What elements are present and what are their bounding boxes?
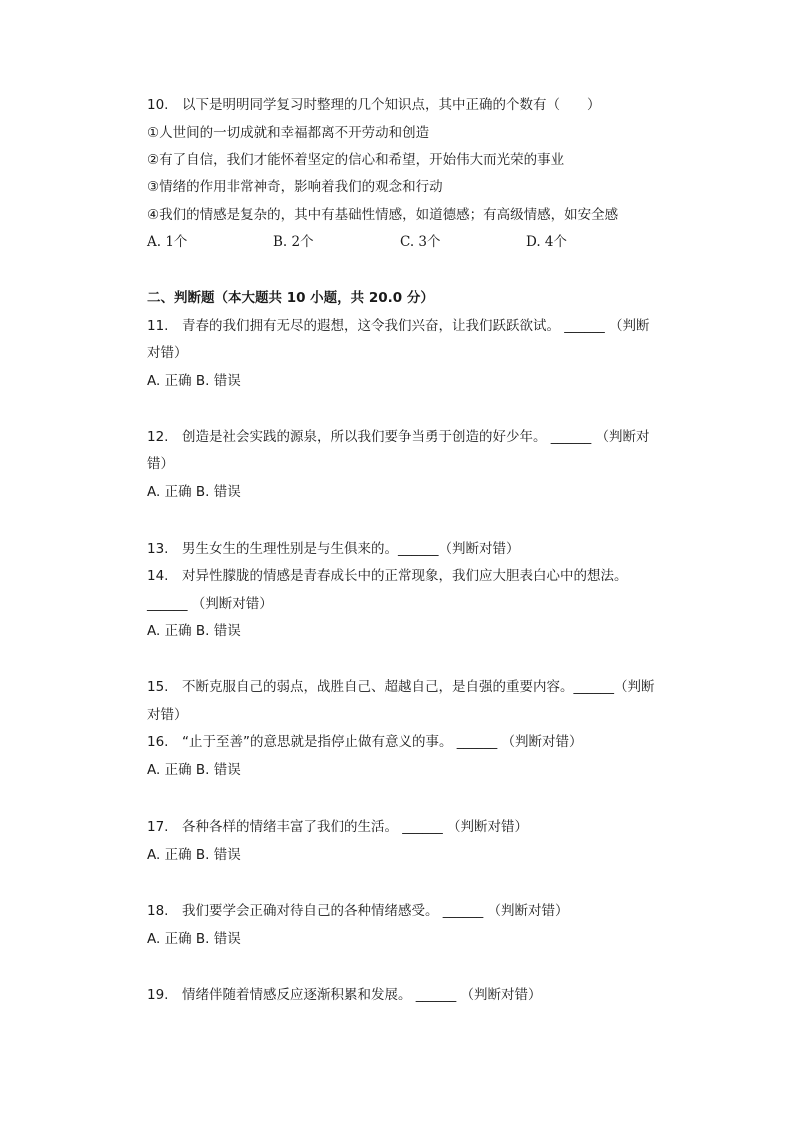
q16-line1: 16. “止于至善”的意思就是指停止做有意义的事。 ______ （判断对错） <box>147 734 583 750</box>
q18-line1: 18. 我们要学会正确对待自己的各种情绪感受。 ______ （判断对错） <box>147 903 569 919</box>
q10-item-3: ③情绪的作用非常神奇，影响着我们的观念和行动 <box>147 179 443 195</box>
q11-line1: 11. 青春的我们拥有无尽的遐想，这令我们兴奋，让我们跃跃欲试。 ______ （判断 <box>147 318 650 334</box>
q12-line2: 错） <box>147 456 174 472</box>
q19-line1: 19. 情绪伴随着情感反应逐渐积累和发展。 ______ （判断对错） <box>147 987 542 1003</box>
q15-line1: 15. 不断克服自己的弱点，战胜自己、超越自己，是自强的重要内容。______（判断 <box>147 679 655 695</box>
q14-line2: ______ （判断对错） <box>147 596 273 612</box>
q10-stem: 10. 以下是明明同学复习时整理的几个知识点，其中正确的个数有（ ） <box>147 97 601 113</box>
q13-line1: 13. 男生女生的生理性别是与生俱来的。______（判断对错） <box>147 541 520 557</box>
q12-choices: A. 正确 B. 错误 <box>147 484 241 500</box>
q10-item-1: ①人世间的一切成就和幸福都离不开劳动和创造 <box>147 125 430 141</box>
q10-option-b: B. 2个 <box>273 234 314 250</box>
q12-line1: 12. 创造是社会实践的源泉，所以我们要争当勇于创造的好少年。 ______ （判断对 <box>147 429 650 445</box>
q16-choices: A. 正确 B. 错误 <box>147 762 241 778</box>
q17-line1: 17. 各种各样的情绪丰富了我们的生活。 ______ （判断对错） <box>147 819 529 835</box>
q14-choices: A. 正确 B. 错误 <box>147 623 241 639</box>
section-2-title: 二、判断题（本大题共 10 小题，共 20.0 分） <box>147 290 434 306</box>
q10-options <box>147 232 667 252</box>
q18-choices: A. 正确 B. 错误 <box>147 931 241 947</box>
q10-option-c: C. 3个 <box>400 234 441 250</box>
q10-option-d: D. 4个 <box>526 234 568 250</box>
q10-option-a: A. 1个 <box>147 234 188 250</box>
q14-line1: 14. 对异性朦胧的情感是青春成长中的正常现象，我们应大胆表白心中的想法。 <box>147 568 628 584</box>
q17-choices: A. 正确 B. 错误 <box>147 847 241 863</box>
q11-choices: A. 正确 B. 错误 <box>147 373 241 389</box>
q10-item-4: ④我们的情感是复杂的，其中有基础性情感，如道德感；有高级情感，如安全感 <box>147 207 619 223</box>
q11-line2: 对错） <box>147 345 188 361</box>
q15-line2: 对错） <box>147 707 188 723</box>
q10-item-2: ②有了自信，我们才能怀着坚定的信心和希望，开始伟大而光荣的事业 <box>147 152 565 168</box>
